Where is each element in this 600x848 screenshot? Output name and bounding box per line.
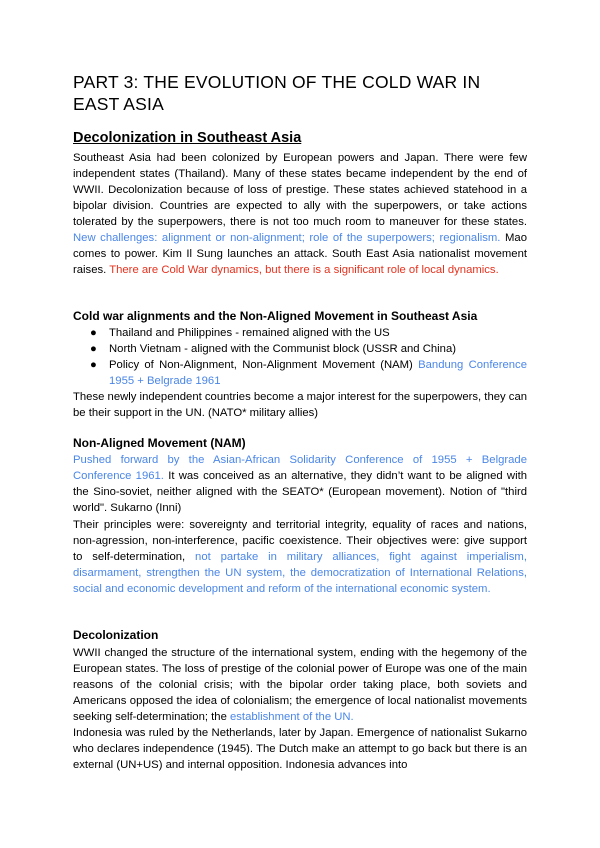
text-span: Southeast Asia had been colonized by European powers and Japan. There were few independent states (Thailand). Many of these states became independent by the end of WWII. Decolonization because of loss of prestige. These states achieved statehood in a bipolar division. Countries are expected to ally with the superpowers, or take actions tolerated by the superpowers, there is not too much room to maneuver for these states. — [73, 152, 527, 228]
text-span: It was conceived as an alternative, they didn’t want to be aligned with the Sino-soviet, neither aligned with the SEATO* (European movement). Notion of "third world". Sukarno (Inni) — [73, 470, 528, 514]
paragraph-nam-origins — [73, 452, 527, 516]
highlight-blue: Pushed forward by the Asian-African Solidarity Conference of 1955 + Belgrade Conference 1961. — [73, 454, 527, 482]
alignment-bullet-list — [73, 325, 527, 389]
text-span: Their principles were: sovereignty and territorial integrity, equality of races and nations, non-agression, non-interference, pacific coexistence. Their objectives were: give support to self-determination, — [73, 519, 527, 563]
highlight-blue: establishment of the UN. — [230, 711, 354, 723]
section-heading-decolonization: Decolonization — [73, 628, 159, 642]
highlight-blue: not partake in military alliances, fight against imperialism, disarmament, strengthen the UN system, the democratization of International Relations, social and economic development and reform of the international economic system. — [73, 551, 527, 595]
paragraph-nam-principles — [73, 517, 527, 597]
highlight-blue: New challenges: alignment or non-alignment; role of the superpowers; regionalism. — [73, 232, 501, 244]
list-item: ● North Vietnam - aligned with the Communist block (USSR and China) — [90, 343, 457, 355]
list-item: ● Thailand and Philippines - remained aligned with the US — [90, 327, 390, 339]
section-heading-decolonization-sea: Decolonization in Southeast Asia — [73, 130, 302, 146]
paragraph-decolonization-sea — [73, 150, 527, 278]
page-title: PART 3: THE EVOLUTION OF THE COLD WAR IN EAST ASIA — [73, 72, 481, 114]
bullet-icon: ● — [90, 343, 97, 355]
bullet-icon: ● — [90, 327, 97, 339]
text-span: WWII changed the structure of the international system, ending with the hegemony of the European states. The loss of prestige of the colonial power of Europe was one of the main reasons of the colonial crisis; with the bipolar order taking place, both soviets and Americans opposed the idea of colonialism; the emergence of local nationalist movements seeking self-determination; the — [73, 647, 527, 723]
section-heading-nam: Non-Aligned Movement (NAM) — [73, 436, 246, 450]
paragraph-superpower-interest: These newly independent countries become a major interest for the superpowers, they can be their support in the UN. (NATO* military allies) — [73, 391, 528, 419]
section-heading-cold-war-alignments: Cold war alignments and the Non-Aligned Movement in Southeast Asia — [73, 309, 478, 323]
paragraph-decolonization-wwii — [73, 645, 527, 725]
text-span: Mao comes to power. Kim Il Sung launches an attack. South East Asia nationalist movement raises. — [73, 232, 527, 276]
highlight-blue: Bandung Conference 1955 + Belgrade 1961 — [109, 359, 527, 387]
highlight-red: There are Cold War dynamics, but there is a significant role of local dynamics. — [109, 264, 499, 276]
paragraph-indonesia: Indonesia was ruled by the Netherlands, later by Japan. Emergence of nationalist Sukarno who declares independence (1945). The Dutch make an attempt to go back but there is an external (UN+US) and internal opposition. Indonesia advances into — [73, 727, 527, 771]
list-item: ● Policy of Non-Alignment, Non-Alignment Movement (NAM) Bandung Conference 1955 + Belgrade 1961 — [90, 359, 527, 387]
bullet-icon: ● — [90, 359, 97, 371]
